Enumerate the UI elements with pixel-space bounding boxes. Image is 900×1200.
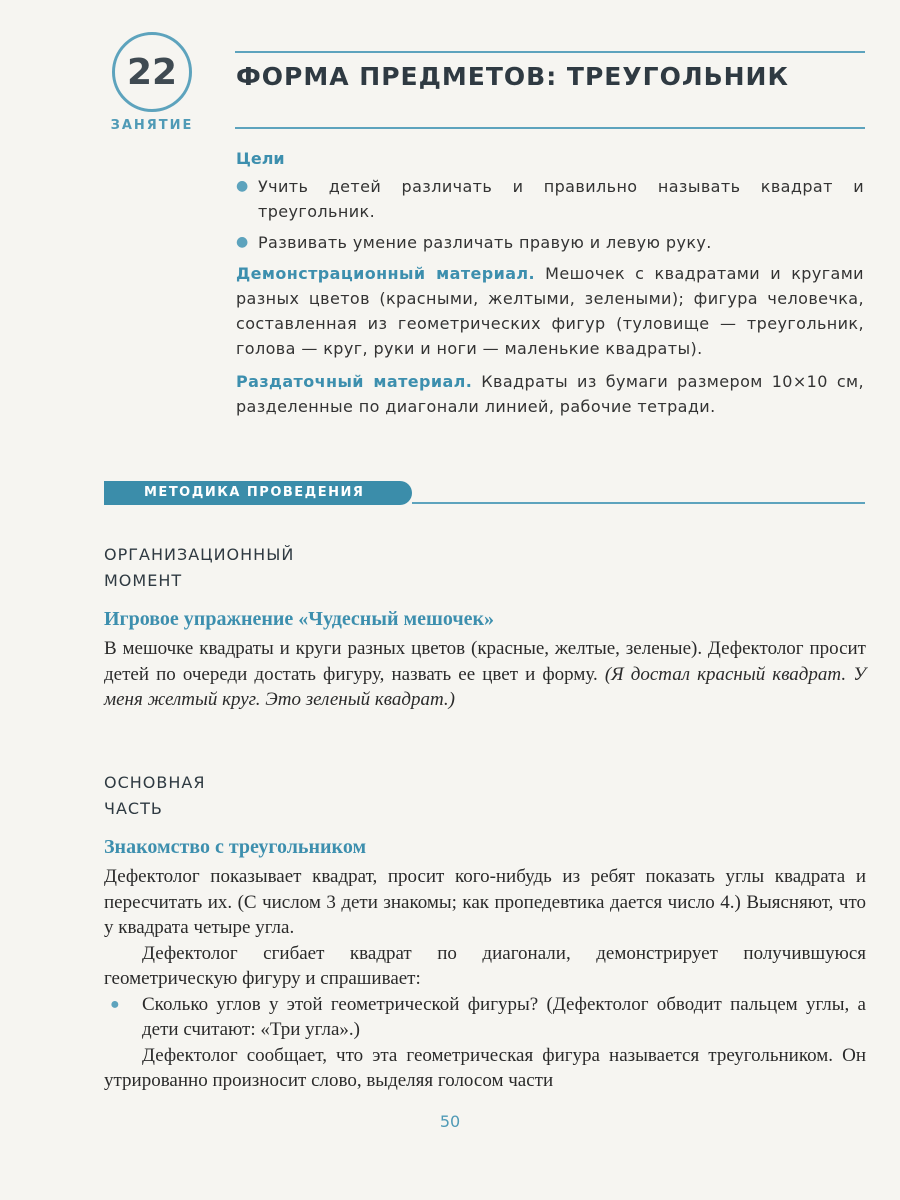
- goal-text: Учить детей различать и правильно называть квадрат и треугольник.: [258, 177, 864, 221]
- goal-item: [236, 230, 864, 255]
- exercise-title: Игровое упражнение «Чудесный мешочек»: [104, 608, 495, 630]
- bullet-icon: ●: [236, 234, 249, 250]
- handout-material-label: Раздаточный материал.: [236, 372, 473, 391]
- bullet-icon: ●: [236, 178, 249, 194]
- goal-text: Развивать умение различать правую и левую руку.: [258, 233, 712, 252]
- section-banner: МЕТОДИКА ПРОВЕДЕНИЯ: [104, 481, 412, 505]
- main-part-heading: [104, 770, 205, 822]
- org-moment-paragraph: В мешочке квадраты и круги разных цветов (красные, желтые, зеленые). Дефектолог просит детей по очереди достать фигуру, назвать ее цвет и форму.: [104, 638, 866, 685]
- org-moment-heading-line1: ОРГАНИЗАЦИОННЫЙ: [104, 545, 295, 564]
- title-top-rule: [235, 51, 865, 53]
- title-bottom-rule: [235, 127, 865, 129]
- goal-item: [236, 174, 864, 224]
- main-part-para2: Дефектолог сгибает квадрат по диагонали, демонстрирует получившуюся геометрическую фигуру и спрашивает:: [104, 942, 866, 989]
- main-part-text: [104, 864, 866, 1094]
- org-moment-heading-line2: МОМЕНТ: [104, 571, 183, 590]
- demo-material-text: Мешочек с квадратами и кругами разных цветов (красными, желтыми, зелеными); фигура человечка, составленная из геометрических фигур (туловище — треугольник, голова — круг, руки и ноги — маленькие квадраты).: [236, 264, 864, 358]
- page-number: 50: [439, 1112, 461, 1131]
- org-moment-italic: (Я достал красный квадрат. У меня желтый круг. Это зеленый квадрат.): [104, 663, 866, 710]
- demo-material-label: Демонстрационный материал.: [236, 264, 535, 283]
- lesson-label: ЗАНЯТИЕ: [110, 118, 194, 133]
- goals-block: [236, 146, 864, 427]
- org-moment-heading: [104, 542, 294, 594]
- section-rule: [412, 502, 865, 504]
- main-part-para3: Дефектолог сообщает, что эта геометрическая фигура называется треугольником. Он утрированно произносит слово, выделяя голосом части: [104, 1044, 866, 1091]
- handout-material: [236, 369, 864, 419]
- page-title: ФОРМА ПРЕДМЕТОВ: ТРЕУГОЛЬНИК: [236, 62, 789, 91]
- question-text: Сколько углов у этой геометрической фигуры? (Дефектолог обводит пальцем углы, а дети считают: «Три угла».): [142, 993, 866, 1040]
- question-item: [104, 992, 866, 1043]
- handout-material-text: Квадраты из бумаги размером 10×10 см, разделенные по диагонали линией, рабочие тетради.: [236, 372, 864, 416]
- main-part-para1: Дефектолог показывает квадрат, просит кого-нибудь из ребят показать углы квадрата и пересчитать их. (С числом 3 дети знакомы; как пропедевтика дается число 4.) Выясняют, что у квадрата четыре угла.: [104, 866, 866, 938]
- bullet-icon: ●: [110, 995, 120, 1013]
- demo-material: [236, 261, 864, 361]
- main-part-heading-line2: ЧАСТЬ: [104, 799, 163, 818]
- lesson-badge: [104, 32, 200, 133]
- main-part-subtitle: Знакомство с треугольником: [104, 836, 367, 858]
- org-moment-text: [104, 636, 866, 713]
- main-part-heading-line1: ОСНОВНАЯ: [104, 773, 206, 792]
- goals-heading: Цели: [236, 149, 285, 168]
- lesson-number: 22: [112, 32, 192, 112]
